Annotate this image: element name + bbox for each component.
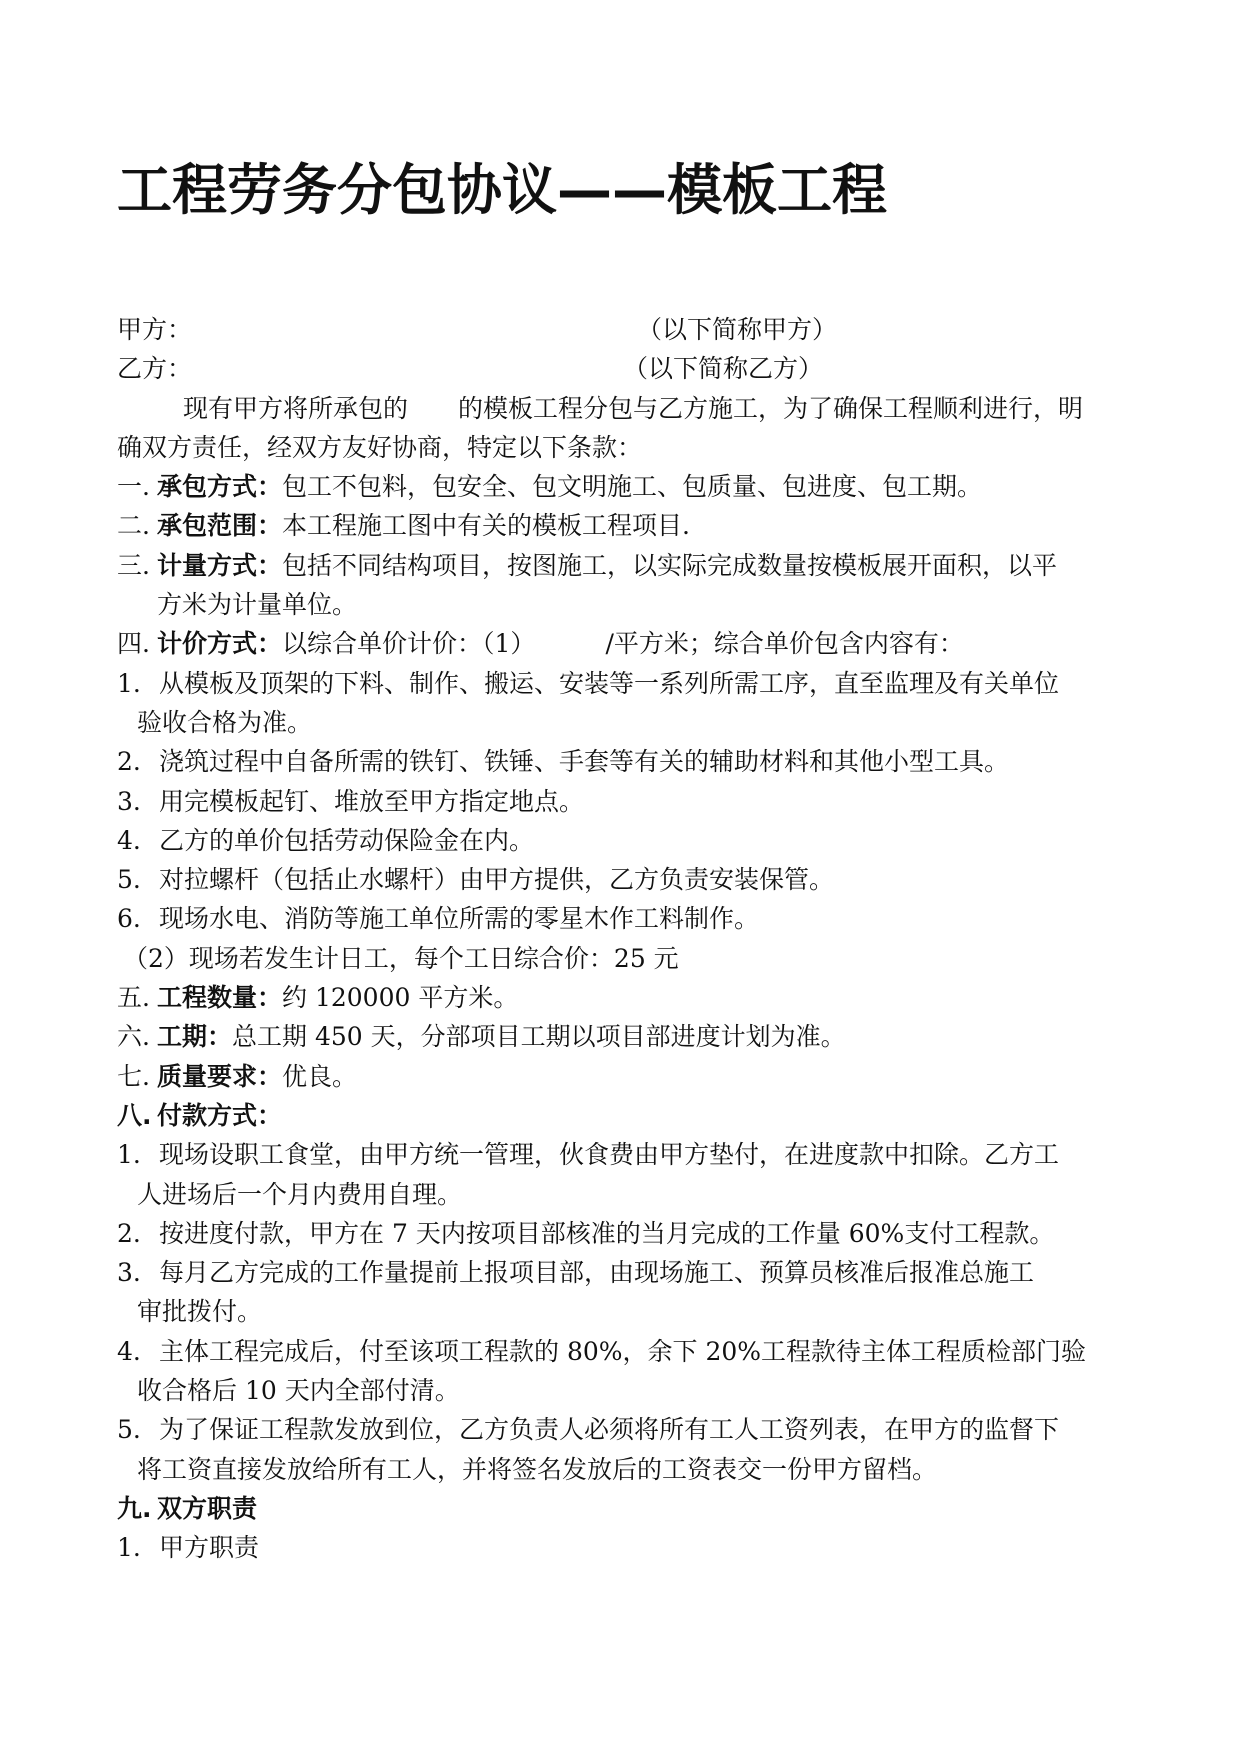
section-number: 二. — [117, 511, 150, 541]
intro-text-b: 的模板工程分包与乙方施工，为了确保工程顺利进行，明 — [458, 393, 1084, 423]
section-7 — [117, 1057, 1127, 1096]
party-a-label: 甲方： — [117, 315, 193, 344]
section-heading: 双方职责 — [157, 1493, 258, 1523]
section-number: 九. — [117, 1493, 152, 1523]
item-number: 2. — [117, 1218, 141, 1248]
item-text: 现场水电、消防等施工单位所需的零星木作工料制作。 — [159, 904, 760, 934]
document-title: 工程劳务分包协议——模板工程 — [117, 158, 888, 222]
list-item — [117, 782, 1127, 821]
section-4 — [117, 624, 1127, 663]
section-number: 八. — [117, 1100, 152, 1130]
item-number: 5. — [117, 865, 141, 895]
section-heading: 计价方式： — [157, 629, 283, 659]
item-text: 从模板及顶架的下料、制作、搬运、安装等一系列所需工序，直至监理及有关单位 — [159, 668, 1060, 698]
list-item — [117, 860, 1127, 899]
item-text: 用完模板起钉、堆放至甲方指定地点。 — [159, 786, 585, 816]
section-number: 五. — [117, 983, 150, 1013]
item-number: 3. — [117, 1258, 141, 1288]
section-text-b: /平方米；综合单价包含内容有： — [605, 629, 964, 659]
list-item — [117, 1214, 1127, 1253]
section-text: 包工不包料，包安全、包文明施工、包质量、包进度、包工期。 — [282, 472, 983, 502]
document-body — [117, 310, 1127, 1568]
section-number: 四. — [117, 629, 150, 659]
party-b-label: 乙方： — [117, 354, 193, 384]
list-item — [117, 1135, 1127, 1174]
item-number: 4. — [117, 1336, 141, 1366]
item-text: 现场设职工食堂，由甲方统一管理，伙食费由甲方垫付，在进度款中扣除。乙方工 — [159, 1140, 1060, 1170]
section-number: 三. — [117, 550, 150, 580]
item-text: 对拉螺杆（包括止水螺杆）由甲方提供，乙方负责安装保管。 — [159, 865, 835, 895]
section-text: 优良。 — [282, 1061, 358, 1091]
list-item — [117, 1332, 1127, 1371]
section-heading: 工期： — [157, 1022, 233, 1052]
list-item — [117, 1253, 1127, 1292]
item-number: 6. — [117, 904, 141, 934]
intro-line-2: 确双方责任，经双方友好协商，特定以下条款： — [117, 432, 643, 462]
item-text: 主体工程完成后，付至该项工程款的 80%，余下 20%工程款待主体工程质检部门验 — [159, 1336, 1087, 1366]
item-number: 1. — [117, 668, 141, 698]
section-text: 包括不同结构项目，按图施工，以实际完成数量按模板展开面积，以平 — [282, 550, 1058, 580]
section-number: 七. — [117, 1061, 150, 1091]
section-text: 总工期 450 天，分部项目工期以项目部进度计划为准。 — [232, 1022, 846, 1052]
section-number: 一. — [117, 472, 150, 502]
list-item — [117, 821, 1127, 860]
section-6 — [117, 1017, 1127, 1056]
item-number: 1. — [117, 1533, 141, 1563]
party-a-note: （以下简称甲方） — [637, 315, 838, 344]
list-item-continuation: 人进场后一个月内费用自理。 — [137, 1179, 463, 1209]
list-item-continuation: 收合格后 10 天内全部付清。 — [137, 1376, 460, 1406]
item-text: 浇筑过程中自备所需的铁钉、铁锤、手套等有关的辅助材料和其他小型工具。 — [159, 747, 1010, 777]
item-text: 乙方的单价包括劳动保险金在内。 — [159, 825, 535, 855]
item-text: 为了保证工程款发放到位，乙方负责人必须将所有工人工资列表，在甲方的监督下 — [159, 1415, 1060, 1445]
list-item-continuation: 验收合格为准。 — [137, 707, 313, 737]
list-item — [117, 742, 1127, 781]
section-9 — [117, 1489, 1127, 1528]
section-heading: 工程数量： — [157, 983, 283, 1013]
section-5 — [117, 978, 1127, 1017]
list-item — [117, 664, 1127, 703]
list-item-continuation: 审批拨付。 — [137, 1297, 263, 1327]
item-number: 2. — [117, 747, 141, 777]
section-3 — [117, 546, 1127, 585]
section-heading: 承包范围： — [157, 511, 283, 541]
section-text-a: 以综合单价计价：（1） — [282, 629, 536, 659]
party-a-line — [117, 310, 1127, 349]
item-text: 甲方职责 — [159, 1533, 260, 1563]
item-number: 5. — [117, 1415, 141, 1445]
intro-line-1 — [117, 389, 1127, 428]
section-8 — [117, 1096, 1127, 1135]
item-number: 3. — [117, 786, 141, 816]
day-labor-line: （2）现场若发生计日工，每个工日综合价：25 元 — [123, 943, 679, 973]
section-heading: 承包方式： — [157, 472, 283, 502]
section-heading: 付款方式： — [157, 1100, 283, 1130]
party-b-note: （以下简称乙方） — [623, 354, 824, 384]
list-item-continuation: 将工资直接发放给所有工人，并将签名发放后的工资表交一份甲方留档。 — [137, 1454, 938, 1484]
section-heading: 质量要求： — [157, 1061, 283, 1091]
section-3-continuation: 方米为计量单位。 — [157, 590, 358, 620]
section-number: 六. — [117, 1022, 150, 1052]
party-b-line — [117, 349, 1127, 388]
item-text: 按进度付款，甲方在 7 天内按项目部核准的当月完成的工作量 60%支付工程款。 — [159, 1218, 1055, 1248]
section-2 — [117, 506, 1127, 545]
list-item — [117, 1528, 1127, 1567]
list-item — [117, 1410, 1127, 1449]
section-text: 约 120000 平方米。 — [282, 983, 519, 1013]
section-text: 本工程施工图中有关的模板工程项目. — [282, 511, 690, 541]
item-number: 4. — [117, 825, 141, 855]
item-text: 每月乙方完成的工作量提前上报项目部，由现场施工、预算员核准后报准总施工 — [159, 1258, 1035, 1288]
item-number: 1. — [117, 1140, 141, 1170]
list-item — [117, 899, 1127, 938]
section-1 — [117, 467, 1127, 506]
intro-text-a: 现有甲方将所承包的 — [183, 393, 409, 423]
section-heading: 计量方式： — [157, 550, 283, 580]
